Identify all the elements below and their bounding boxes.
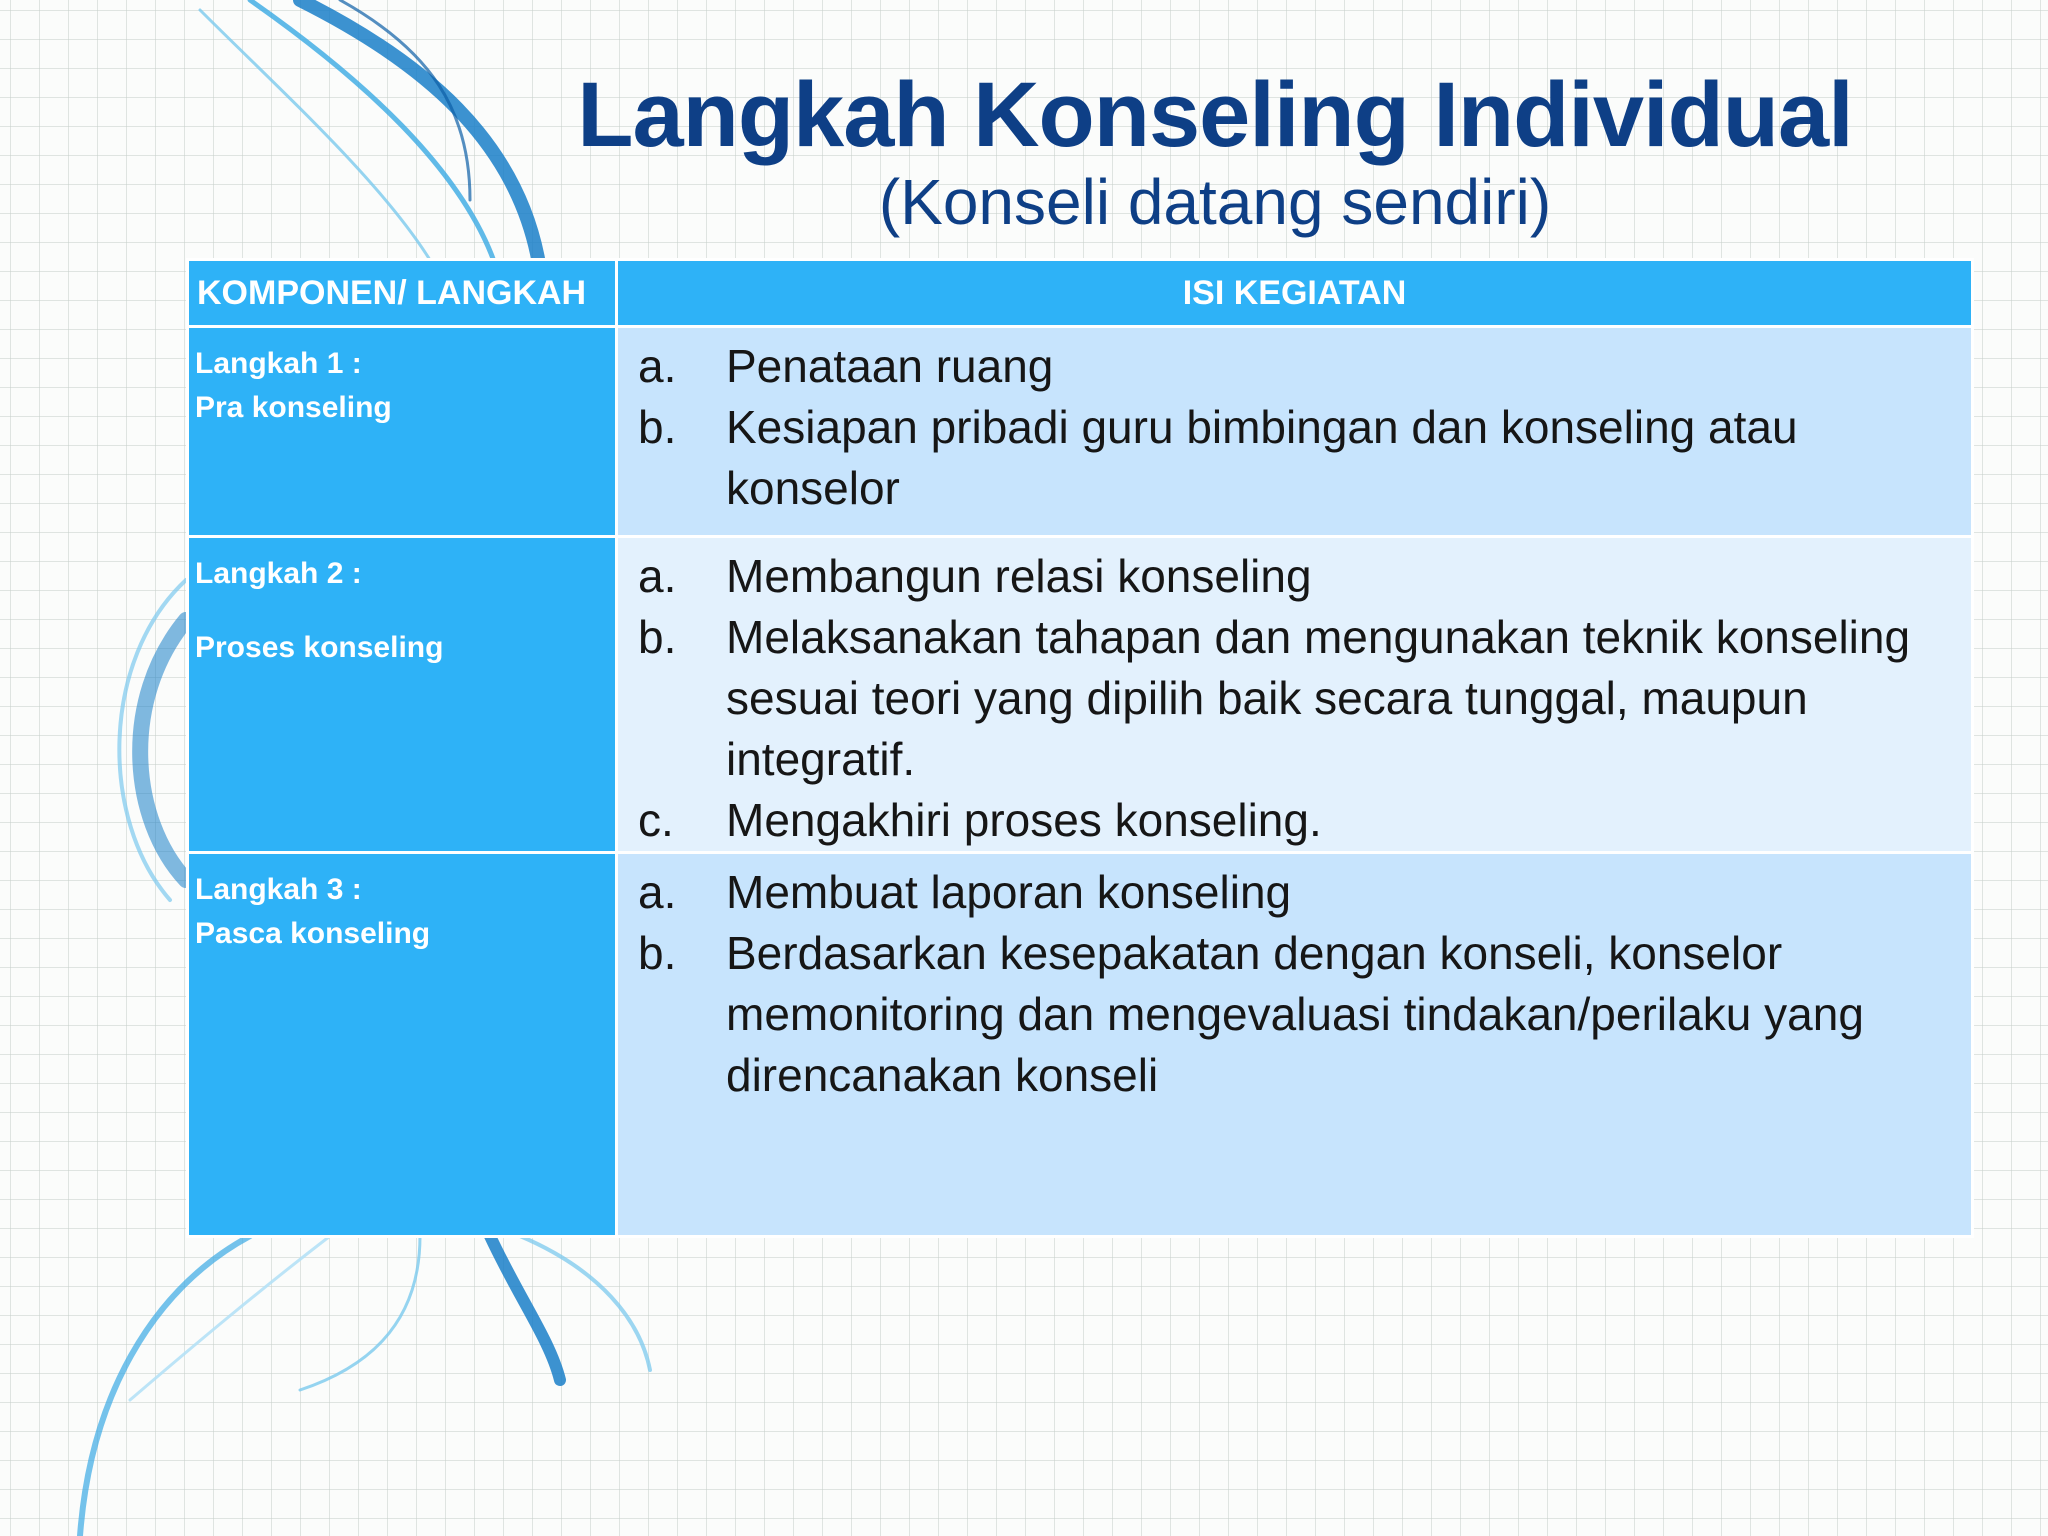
step-name: Pra konseling xyxy=(195,391,392,424)
list-text: Membuat laporan konseling xyxy=(726,866,1292,918)
swoosh-stroke-bottom-1 xyxy=(490,1236,560,1380)
list-marker: b. xyxy=(638,401,677,453)
list-marker: c. xyxy=(638,794,674,846)
activity-cell xyxy=(617,537,1973,853)
activity-cell xyxy=(617,327,1973,537)
list-item xyxy=(638,397,1963,519)
list-text: Membangun relasi konseling xyxy=(726,550,1312,602)
swoosh-stroke-top-1 xyxy=(300,0,540,270)
list-item xyxy=(638,336,1963,397)
list-item xyxy=(638,546,1963,607)
swoosh-stroke-top-4 xyxy=(340,0,470,200)
list-text: Mengakhiri proses konseling. xyxy=(726,794,1322,846)
swoosh-stroke-bottom-5 xyxy=(130,1236,330,1400)
table-header-row xyxy=(188,260,1973,327)
list-marker: a. xyxy=(638,550,677,602)
list-text: Penataan ruang xyxy=(726,340,1054,392)
swoosh-stroke-bottom-4 xyxy=(520,1236,650,1370)
step-label: Langkah 2 : xyxy=(195,557,362,590)
slide-subtitle: (Konseli datang sendiri) xyxy=(878,166,1552,238)
step-name: Pasca konseling xyxy=(195,917,431,950)
step-label: Langkah 3 : xyxy=(195,873,362,906)
slide-title: Langkah Konseling Individual xyxy=(577,64,1853,166)
activity-cell xyxy=(617,853,1973,1237)
list-text: Melaksanakan tahapan dan mengunakan teknik konseling sesuai teori yang dipilih baik secara tunggal, maupun integratif. xyxy=(726,611,1911,785)
list-item xyxy=(638,790,1963,851)
list-item xyxy=(638,862,1963,923)
swoosh-stroke-left-2 xyxy=(119,580,186,900)
table-row xyxy=(188,853,1973,1237)
step-cell xyxy=(188,853,617,1237)
list-item xyxy=(638,923,1963,1106)
list-text: Berdasarkan kesepakatan dengan konseli, konselor memonitoring dan mengevaluasi tindakan/perilaku yang direncanakan konseli xyxy=(726,927,1864,1101)
step-spacer xyxy=(195,596,615,626)
list-marker: b. xyxy=(638,927,677,979)
header-activities: ISI KEGIATAN xyxy=(617,260,1973,327)
list-marker: b. xyxy=(638,611,677,663)
header-components: KOMPONEN/ LANGKAH xyxy=(188,260,617,327)
step-cell xyxy=(188,537,617,853)
list-marker: a. xyxy=(638,340,677,392)
swoosh-stroke-left-1 xyxy=(140,620,186,880)
table-row xyxy=(188,327,1973,537)
step-cell xyxy=(188,327,617,537)
list-text: Kesiapan pribadi guru bimbingan dan konseling atau konselor xyxy=(726,401,1798,514)
step-name: Proses konseling xyxy=(195,631,444,664)
step-label: Langkah 1 : xyxy=(195,347,362,380)
list-item xyxy=(638,607,1963,790)
list-marker: a. xyxy=(638,866,677,918)
steps-table xyxy=(186,258,1974,1238)
swoosh-stroke-top-3 xyxy=(200,10,430,260)
swoosh-stroke-bottom-2 xyxy=(80,1236,250,1536)
swoosh-stroke-top-2 xyxy=(250,0,500,280)
swoosh-stroke-bottom-3 xyxy=(300,1236,420,1390)
table-row xyxy=(188,537,1973,853)
